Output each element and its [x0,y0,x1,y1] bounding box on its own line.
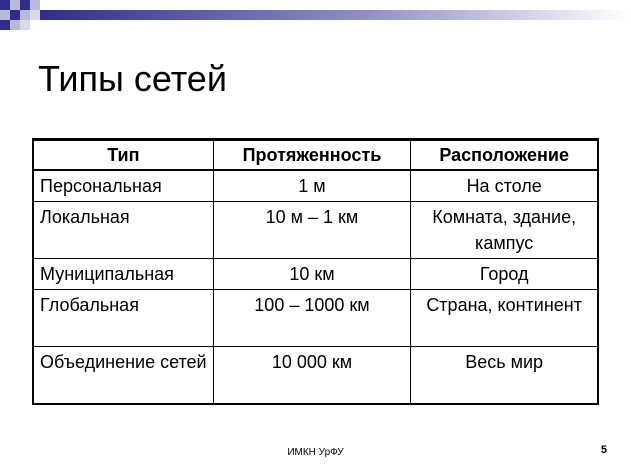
cell-range: 100 – 1000 км [213,290,411,347]
table-row [34,170,598,202]
cell-location: Страна, континент [411,290,598,347]
cell-type: Локальная [34,202,214,259]
page-number: 5 [600,444,607,456]
cell-range: 10 м – 1 км [213,202,411,259]
table-row [34,259,598,290]
cell-type: Муниципальная [34,259,214,290]
table-header-row [34,140,598,170]
table-row [34,290,598,347]
cell-location: Комната, здание, кампус [411,202,598,259]
table-row [34,202,598,259]
cell-range: 10 км [213,259,411,290]
header-location: Расположение [411,140,598,170]
cell-location: Весь мир [411,347,598,404]
cell-type: Персональная [34,170,214,202]
header-decoration [0,0,631,40]
network-types-table [33,139,598,404]
cell-type: Глобальная [34,290,214,347]
header-type: Тип [34,140,214,170]
cell-location: На столе [411,170,598,202]
cell-range: 10 000 км [213,347,411,404]
table-row [34,347,598,404]
slide-title: Типы сетей [38,58,227,99]
cell-type: Объединение сетей [34,347,214,404]
cell-range: 1 м [213,170,411,202]
cell-location: Город [411,259,598,290]
slide-footer: ИМКН УрФУ [287,447,344,458]
header-range: Протяженность [213,140,411,170]
